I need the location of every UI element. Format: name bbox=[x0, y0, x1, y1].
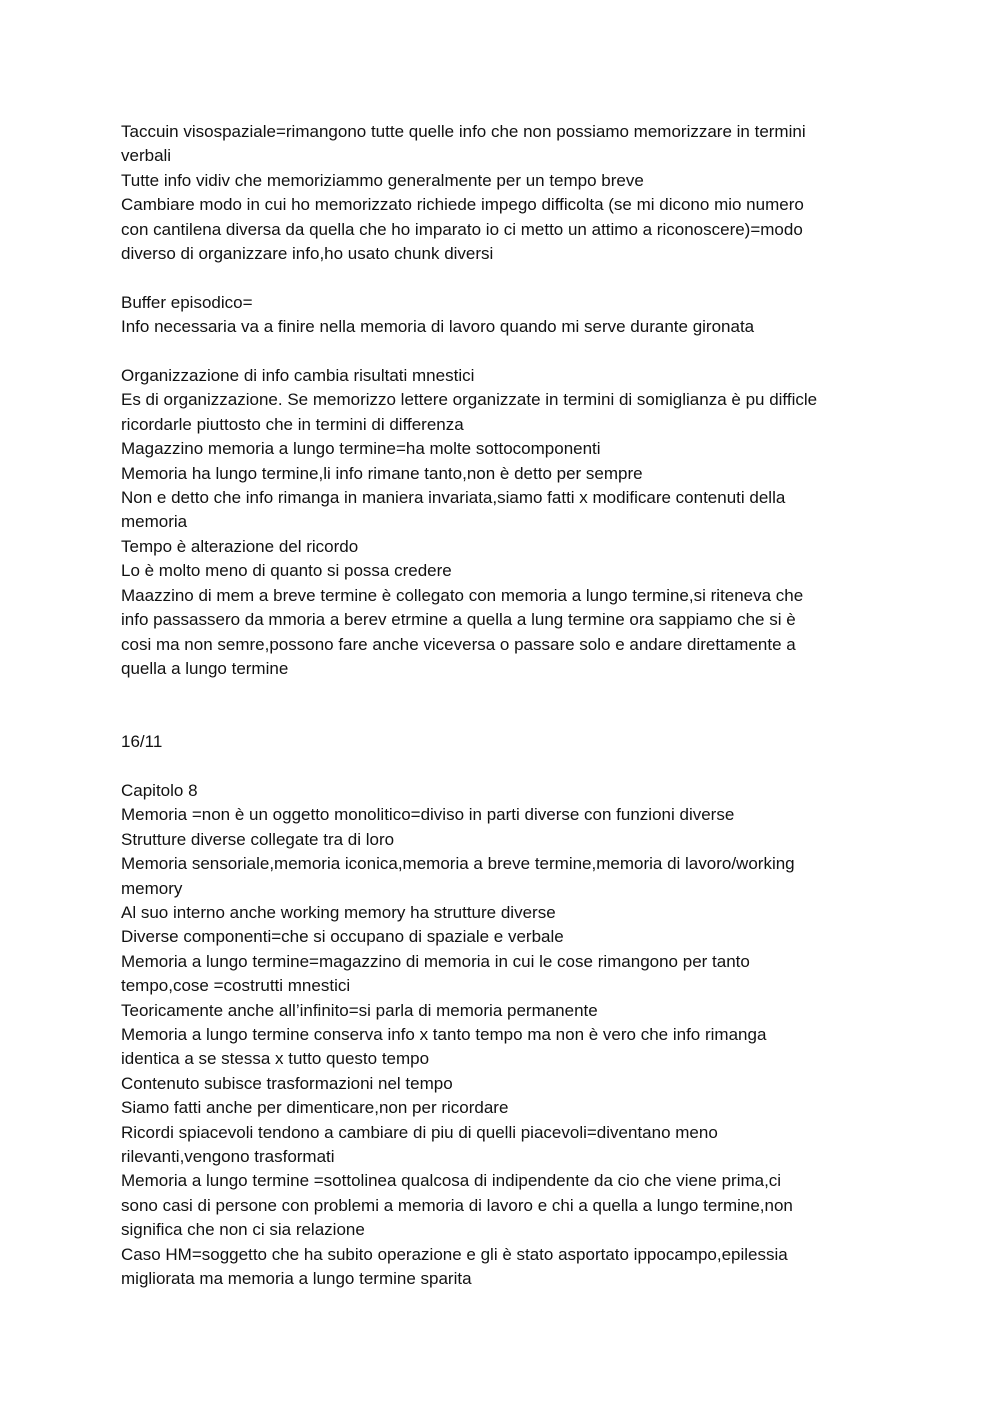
paragraph-spacer bbox=[121, 681, 891, 730]
text-line: Tempo è alterazione del ricordo bbox=[121, 536, 359, 556]
text-line: cosi ma non semre,possono fare anche viceversa o passare solo e andare direttamente a bbox=[121, 634, 796, 654]
paragraph-capitolo-8 bbox=[121, 779, 891, 1292]
text-line: Strutture diverse collegate tra di loro bbox=[121, 829, 395, 849]
text-line: Al suo interno anche working memory ha strutture diverse bbox=[121, 902, 556, 922]
text-line: memory bbox=[121, 878, 183, 898]
text-line: sono casi di persone con problemi a memoria di lavoro e chi a quella a lungo termine,non bbox=[121, 1195, 793, 1215]
text-line: Memoria sensoriale,memoria iconica,memoria a breve termine,memoria di lavoro/working bbox=[121, 854, 795, 874]
text-line: con cantilena diversa da quella che ho imparato io ci metto un attimo a riconoscere)=modo bbox=[121, 219, 803, 239]
paragraph-spacer bbox=[121, 755, 891, 779]
text-line: Info necessaria va a finire nella memoria di lavoro quando mi serve durante gironata bbox=[121, 317, 755, 337]
text-line: Buffer episodico= bbox=[121, 292, 253, 312]
text-line: Caso HM=soggetto che ha subito operazione e gli è stato asportato ippocampo,epilessia bbox=[121, 1244, 788, 1264]
text-line: Siamo fatti anche per dimenticare,non per ricordare bbox=[121, 1098, 509, 1118]
text-line: memoria bbox=[121, 512, 188, 532]
text-line: rilevanti,vengono trasformati bbox=[121, 1147, 335, 1166]
text-line: Ricordi spiacevoli tendono a cambiare di piu di quelli piacevoli=diventano meno bbox=[121, 1122, 718, 1142]
text-line: Memoria a lungo termine=magazzino di memoria in cui le cose rimangono per tanto bbox=[121, 951, 750, 971]
text-line: Organizzazione di info cambia risultati mnestici bbox=[121, 366, 475, 386]
paragraph-spacer bbox=[121, 340, 891, 364]
text-line: significa che non ci sia relazione bbox=[121, 1220, 365, 1240]
date-heading bbox=[121, 730, 891, 754]
text-line: migliorata ma memoria a lungo termine sparita bbox=[121, 1269, 472, 1289]
text-line: info passassero da mmoria a berev etrmine a quella a lung termine ora sappiamo che si è bbox=[121, 610, 796, 630]
paragraph-spacer bbox=[121, 266, 891, 290]
text-line: Maazzino di mem a breve termine è collegato con memoria a lungo termine,si riteneva che bbox=[121, 585, 804, 605]
text-line: Non e detto che info rimanga in maniera invariata,siamo fatti x modificare contenuti della bbox=[121, 488, 786, 508]
text-line: Contenuto subisce trasformazioni nel tempo bbox=[121, 1073, 453, 1093]
text-line: Teoricamente anche all’infinito=si parla di memoria permanente bbox=[121, 1000, 598, 1020]
text-line: Lo è molto meno di quanto si possa credere bbox=[121, 561, 452, 581]
text-line: Memoria =non è un oggetto monolitico=diviso in parti diverse con funzioni diverse bbox=[121, 805, 735, 825]
document-body bbox=[121, 120, 891, 1291]
text-line: diverso di organizzare info,ho usato chunk diversi bbox=[121, 244, 494, 264]
paragraph-organizzazione bbox=[121, 364, 891, 681]
text-line: Memoria a lungo termine =sottolinea qualcosa di indipendente da cio che viene prima,ci bbox=[121, 1171, 782, 1191]
text-line: tempo,cose =costrutti mnestici bbox=[121, 976, 351, 996]
date-text: 16/11 bbox=[121, 732, 163, 752]
text-line: Diverse componenti=che si occupano di spaziale e verbale bbox=[121, 927, 564, 947]
text-line: Cambiare modo in cui ho memorizzato richiede impego difficolta (se mi dicono mio numero bbox=[121, 195, 804, 215]
text-line: identica a se stessa x tutto questo tempo bbox=[121, 1049, 430, 1069]
text-line: ricordarle piuttosto che in termini di differenza bbox=[121, 414, 464, 434]
text-line: Tutte info vidiv che memoriziammo generalmente per un tempo breve bbox=[121, 170, 644, 190]
paragraph-buffer-episodico bbox=[121, 291, 891, 340]
chapter-heading: Capitolo 8 bbox=[121, 780, 198, 800]
text-line: Memoria a lungo termine conserva info x tanto tempo ma non è vero che info rimanga bbox=[121, 1024, 767, 1044]
paragraph-taccuin-visospaziale bbox=[121, 120, 891, 266]
text-line: Taccuin visospaziale=rimangono tutte quelle info che non possiamo memorizzare in termini bbox=[121, 122, 806, 141]
text-line: Es di organizzazione. Se memorizzo lettere organizzate in termini di somiglianza è pu difficle bbox=[121, 390, 818, 410]
text-line: verbali bbox=[121, 146, 172, 166]
text-line: Memoria ha lungo termine,li info rimane tanto,non è detto per sempre bbox=[121, 463, 643, 483]
text-line: Magazzino memoria a lungo termine=ha molte sottocomponenti bbox=[121, 439, 601, 459]
text-line: quella a lungo termine bbox=[121, 658, 289, 678]
